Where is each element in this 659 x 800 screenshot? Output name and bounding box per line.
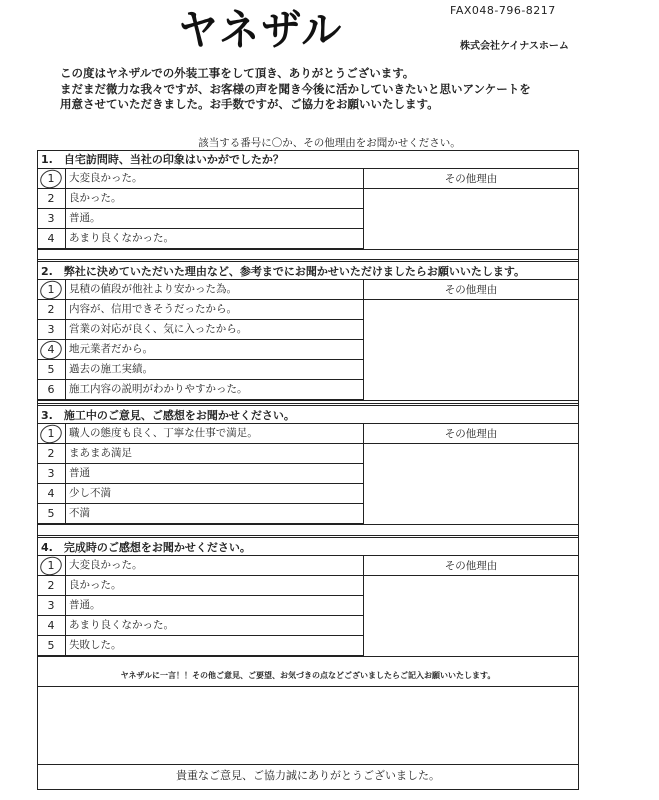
option-text: 良かった。 — [69, 192, 122, 204]
option-number: 5 — [37, 636, 66, 655]
option-text: 大変良かった。 — [69, 559, 143, 571]
option-text: 失敗した。 — [69, 639, 122, 651]
option-text: あまり良くなかった。 — [69, 619, 174, 631]
other-reason-label: その他理由 — [363, 169, 579, 189]
option-row[interactable] — [37, 616, 363, 636]
option-number: 4 — [37, 616, 66, 635]
option-row[interactable] — [37, 444, 363, 464]
section-title: 2. 弊社に決めていただいた理由など、参考までにお聞かせいただけましたらお願いいたします。 — [37, 261, 579, 280]
option-number: 1 — [37, 556, 66, 575]
option-text: 少し不満 — [69, 487, 111, 499]
option-text: 大変良かった。 — [69, 172, 143, 184]
option-text: 営業の対応が良く、気に入ったから。 — [69, 323, 248, 335]
option-number: 1 — [37, 169, 66, 188]
option-row[interactable] — [37, 484, 363, 504]
other-reason-field[interactable] — [364, 444, 579, 524]
option-row[interactable] — [37, 596, 363, 616]
thanks-message: 貴重なご意見、ご協力誠にありがとうございました。 — [37, 764, 579, 790]
option-row[interactable] — [37, 464, 363, 484]
option-number: 2 — [37, 576, 66, 595]
other-reason-field[interactable] — [364, 300, 579, 400]
option-number: 1 — [37, 424, 66, 443]
intro-line: この度はヤネザルでの外装工事をして頂き、ありがとうございます。 — [60, 66, 415, 80]
comment-area[interactable] — [37, 687, 579, 764]
option-row[interactable] — [37, 229, 363, 249]
other-reason-field[interactable] — [364, 576, 579, 656]
option-number: 2 — [37, 189, 66, 208]
intro-line: 用意させていただきました。お手数ですが、ご協力をお願いいたします。 — [60, 97, 439, 111]
option-row[interactable] — [37, 300, 363, 320]
option-row[interactable] — [37, 280, 363, 300]
option-number: 5 — [37, 504, 66, 523]
section-divider — [37, 535, 579, 536]
option-text: 過去の施工実績。 — [69, 363, 153, 375]
option-number: 6 — [37, 380, 66, 399]
option-text: 内容が、信用できそうだったから。 — [69, 303, 237, 315]
option-number: 3 — [37, 320, 66, 339]
option-text: 見積の値段が他社より安かった為。 — [69, 283, 237, 295]
section-bottom-rule — [37, 656, 579, 657]
instruction-text: 該当する番号に〇か、その他理由をお聞かせください。 — [198, 137, 461, 149]
option-number: 2 — [37, 300, 66, 319]
option-row[interactable] — [37, 169, 363, 189]
option-text: 施工内容の説明がわかりやすかった。 — [69, 383, 248, 395]
option-number: 4 — [37, 229, 66, 248]
fax-number: FAX048-796-8217 — [450, 4, 556, 17]
option-text: 良かった。 — [69, 579, 122, 591]
option-row[interactable] — [37, 340, 363, 360]
option-number: 5 — [37, 360, 66, 379]
other-reason-label: その他理由 — [363, 556, 579, 576]
comment-heading: ヤネザルに一言！！その他ご意見、ご要望、お気づきの点などございましたらご記入お願いいたします。 — [37, 665, 579, 687]
section-title: 3. 施工中のご意見、ご感想をお聞かせください。 — [37, 405, 579, 424]
option-text: 普通 — [69, 467, 90, 479]
section-title: 1. 自宅訪問時、当社の印象はいかがでしたか？ — [37, 150, 579, 169]
option-number: 3 — [37, 464, 66, 483]
other-reason-label: その他理由 — [363, 280, 579, 300]
option-number: 3 — [37, 209, 66, 228]
intro-text — [60, 66, 531, 113]
option-text: 職人の態度も良く、丁寧な仕事で満足。 — [69, 427, 258, 439]
section-divider — [37, 403, 579, 404]
option-row[interactable] — [37, 636, 363, 656]
section-title: 4. 完成時のご感想をお聞かせください。 — [37, 537, 579, 556]
option-number: 1 — [37, 280, 66, 299]
option-number: 4 — [37, 340, 66, 359]
option-row[interactable] — [37, 209, 363, 229]
option-row[interactable] — [37, 380, 363, 400]
section-divider — [37, 259, 579, 260]
option-text: 普通。 — [69, 212, 101, 224]
other-reason-label: その他理由 — [363, 424, 579, 444]
option-text: 不満 — [69, 507, 90, 519]
option-row[interactable] — [37, 556, 363, 576]
option-row[interactable] — [37, 320, 363, 340]
option-number: 2 — [37, 444, 66, 463]
option-number: 3 — [37, 596, 66, 615]
section-bottom-rule — [37, 400, 579, 401]
option-text: まあまあ満足 — [69, 447, 132, 459]
option-text: 地元業者だから。 — [69, 343, 153, 355]
option-text: あまり良くなかった。 — [69, 232, 174, 244]
option-row[interactable] — [37, 360, 363, 380]
option-row[interactable] — [37, 424, 363, 444]
option-row[interactable] — [37, 504, 363, 524]
option-row[interactable] — [37, 189, 363, 209]
other-reason-field[interactable] — [364, 189, 579, 249]
option-row[interactable] — [37, 576, 363, 596]
section-bottom-rule — [37, 524, 579, 525]
company-name: 株式会社ケイナスホーム — [460, 41, 569, 52]
section-bottom-rule — [37, 249, 579, 250]
option-text: 普通。 — [69, 599, 101, 611]
intro-line: まだまだ微力な我々ですが、お客様の声を聞き今後に活かしていきたいと思いアンケートを — [60, 81, 531, 96]
yanezaru-logo: ヤネザル — [178, 6, 344, 56]
option-number: 4 — [37, 484, 66, 503]
